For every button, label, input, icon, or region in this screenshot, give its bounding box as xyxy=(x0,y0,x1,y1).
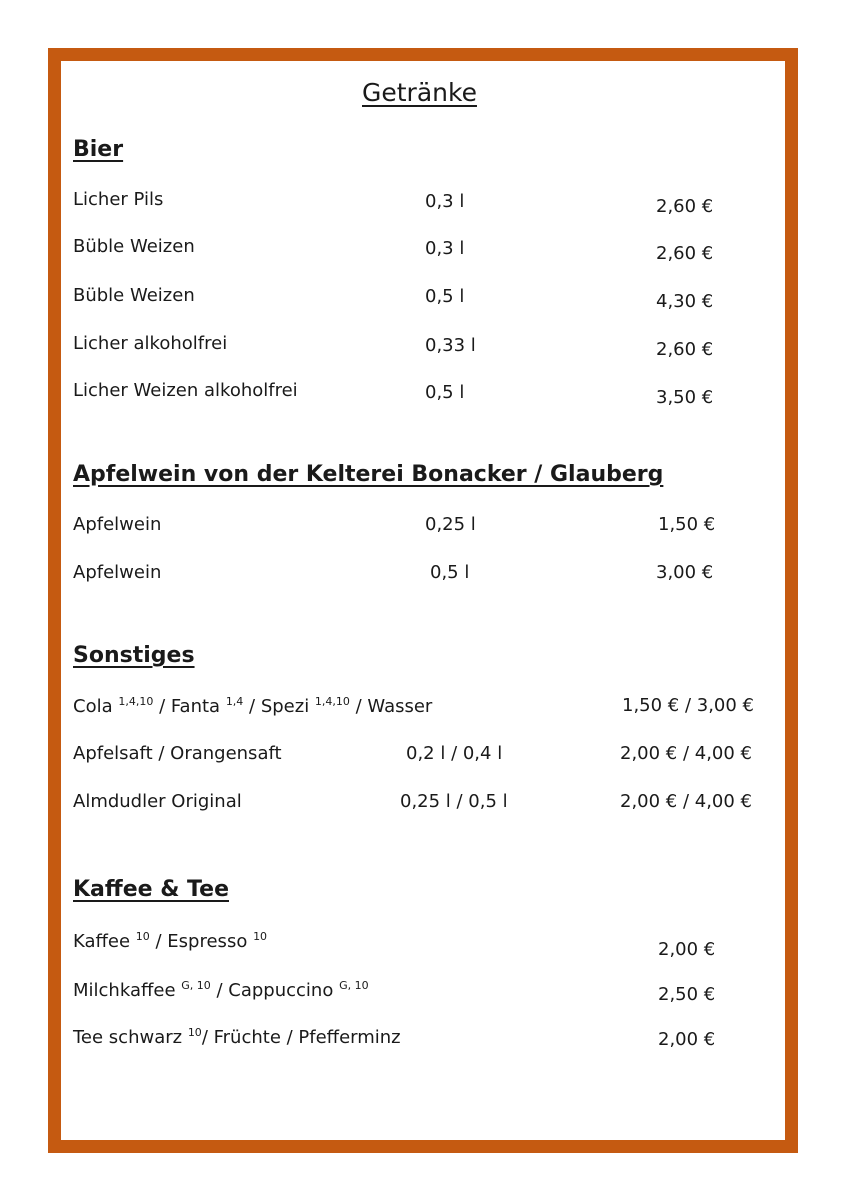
item-name: Licher Pils xyxy=(73,189,164,210)
item-price: 2,60 € xyxy=(656,339,714,360)
item-name-tee xyxy=(73,1026,401,1048)
item-price: 2,60 € xyxy=(656,243,714,264)
page-title: Getränke xyxy=(362,78,477,107)
item-size: 0,5 l xyxy=(425,286,465,307)
item-name: Apfelwein xyxy=(73,562,162,583)
item-price: 4,30 € xyxy=(656,291,714,312)
item-size: 0,3 l xyxy=(425,238,465,259)
item-price: 3,00 € xyxy=(656,562,714,583)
item-price: 2,00 € / 4,00 € xyxy=(620,791,753,812)
section-heading-kaffee-tee: Kaffee & Tee xyxy=(73,877,229,902)
item-price: 2,50 € xyxy=(658,984,716,1005)
item-price: 1,50 € / 3,00 € xyxy=(622,695,755,716)
allergen-note: 10 xyxy=(187,1026,202,1039)
item-size: 0,3 l xyxy=(425,191,465,212)
section-heading-sonstiges: Sonstiges xyxy=(73,643,195,668)
item-price: 2,00 € / 4,00 € xyxy=(620,743,753,764)
item-text: / Espresso xyxy=(149,931,254,952)
allergen-note: 10 xyxy=(253,930,268,943)
item-text: / Früchte / Pfefferminz xyxy=(201,1027,401,1048)
item-size: 0,5 l xyxy=(430,562,470,583)
item-text: / Spezi xyxy=(243,696,315,717)
item-price: 2,00 € xyxy=(658,1029,716,1050)
item-name: Licher Weizen alkoholfrei xyxy=(73,380,298,401)
allergen-note: 1,4 xyxy=(225,695,244,708)
item-size: 0,5 l xyxy=(425,382,465,403)
item-text: Milchkaffee xyxy=(73,980,182,1001)
section-heading-bier: Bier xyxy=(73,137,124,162)
item-text: / Fanta xyxy=(153,696,226,717)
allergen-note: G, 10 xyxy=(339,979,369,992)
item-size: 0,25 l / 0,5 l xyxy=(400,791,508,812)
item-price: 2,60 € xyxy=(656,196,714,217)
item-name: Licher alkoholfrei xyxy=(73,333,228,354)
item-name: Büble Weizen xyxy=(73,236,195,257)
item-price: 3,50 € xyxy=(656,387,714,408)
allergen-note: 10 xyxy=(135,930,150,943)
item-text: / Cappuccino xyxy=(210,980,340,1001)
item-price: 1,50 € xyxy=(658,514,716,535)
item-name-cola-fanta-spezi-wasser xyxy=(73,695,432,717)
item-price: 2,00 € xyxy=(658,939,716,960)
item-size: 0,2 l / 0,4 l xyxy=(406,743,503,764)
allergen-note: 1,4,10 xyxy=(118,695,154,708)
item-name: Almdudler Original xyxy=(73,791,242,812)
item-name-kaffee-espresso xyxy=(73,930,267,952)
item-name: Apfelsaft / Orangensaft xyxy=(73,743,282,764)
item-text: / Wasser xyxy=(349,696,433,717)
item-text: Kaffee xyxy=(73,931,136,952)
item-text: Cola xyxy=(73,696,119,717)
allergen-note: G, 10 xyxy=(181,979,211,992)
item-text: Tee schwarz xyxy=(73,1027,188,1048)
item-size: 0,25 l xyxy=(425,514,476,535)
item-name: Apfelwein xyxy=(73,514,162,535)
section-heading-apfelwein: Apfelwein von der Kelterei Bonacker / Glauberg xyxy=(73,462,664,487)
allergen-note: 1,4,10 xyxy=(314,695,350,708)
item-name-milchkaffee-cappuccino xyxy=(73,979,369,1001)
item-size: 0,33 l xyxy=(425,335,476,356)
item-name: Büble Weizen xyxy=(73,285,195,306)
